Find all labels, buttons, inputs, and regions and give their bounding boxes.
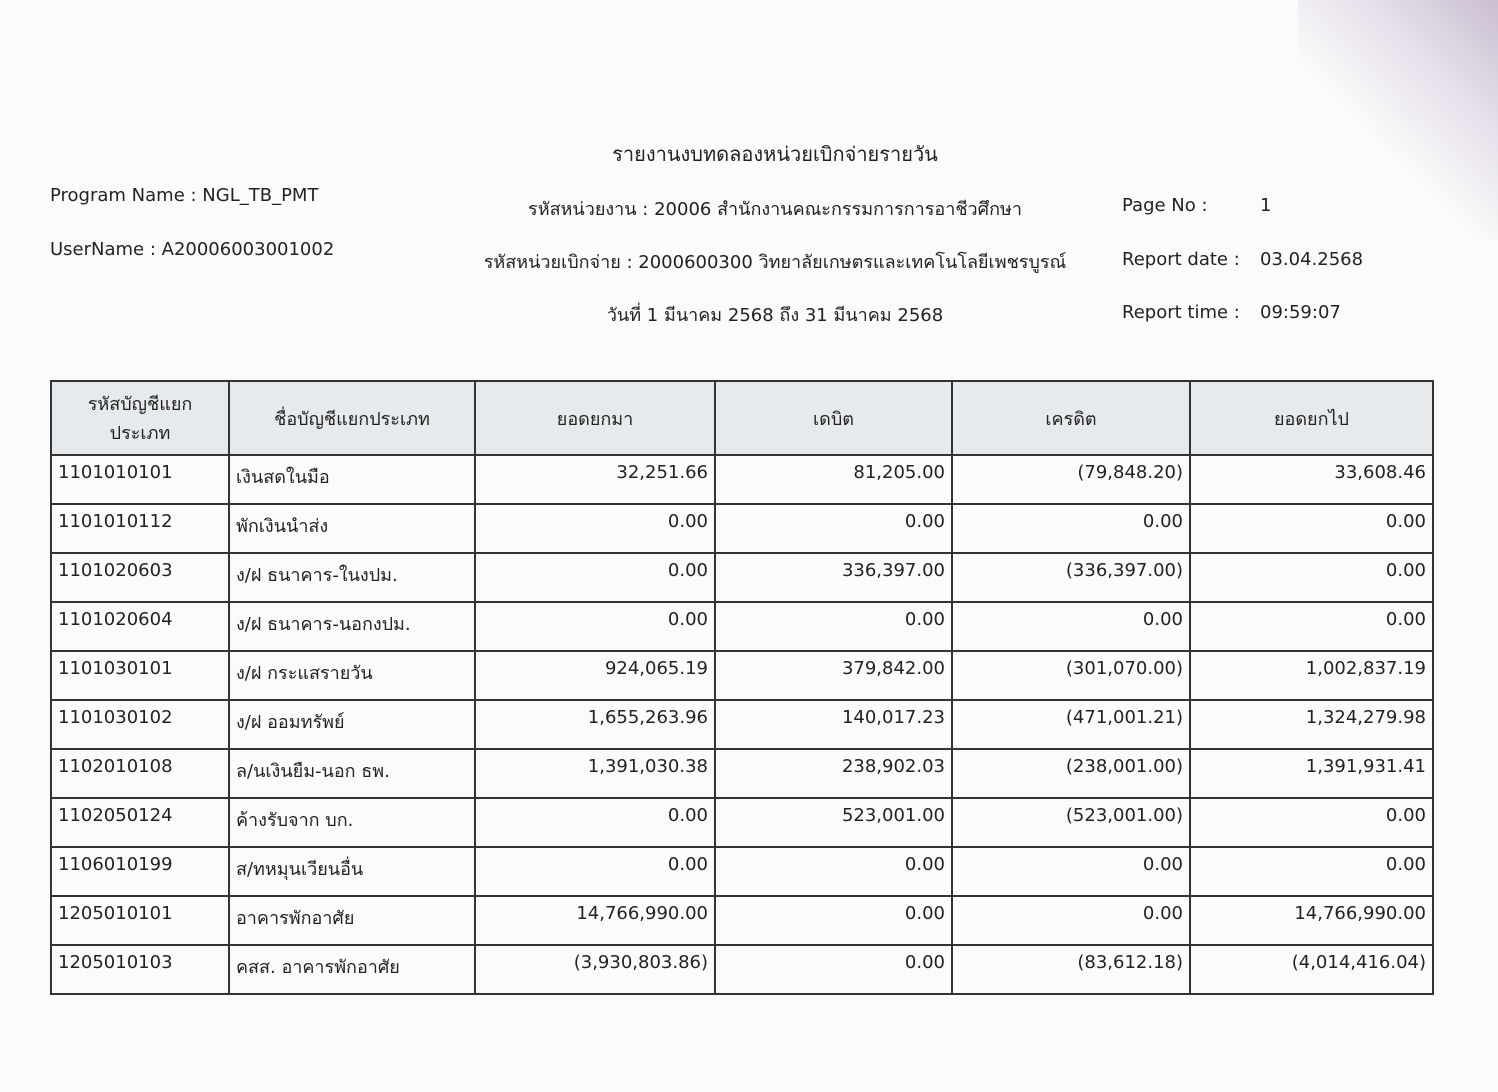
- program-name: Program Name : NGL_TB_PMT: [50, 185, 319, 206]
- cell-ending-balance: 1,324,279.98: [1190, 700, 1433, 749]
- table-row: [51, 651, 1433, 700]
- cell-account-code: 1205010101: [51, 896, 229, 945]
- cell-account-code: 1102010108: [51, 749, 229, 798]
- table-header-row: [51, 381, 1433, 455]
- cell-debit: 0.00: [715, 896, 952, 945]
- cell-credit: (83,612.18): [952, 945, 1190, 994]
- table-row: [51, 798, 1433, 847]
- page-no-value: 1: [1260, 195, 1272, 216]
- cell-account-code: 1101030102: [51, 700, 229, 749]
- cell-beginning-balance: 924,065.19: [475, 651, 715, 700]
- cell-account-code: 1102050124: [51, 798, 229, 847]
- agency-line: รหัสหน่วยงาน : 20006 สำนักงานคณะกรรมการการอาชีวศึกษา: [528, 199, 1022, 220]
- cell-account-name: ง/ฝ ธนาคาร-ในงปม.: [229, 553, 475, 602]
- cell-account-name: ล/นเงินยืม-นอก ธพ.: [229, 749, 475, 798]
- cell-account-code: 1101010101: [51, 455, 229, 504]
- cell-beginning-balance: 0.00: [475, 798, 715, 847]
- cell-ending-balance: 0.00: [1190, 798, 1433, 847]
- cell-beginning-balance: 14,766,990.00: [475, 896, 715, 945]
- cell-debit: 238,902.03: [715, 749, 952, 798]
- cell-account-name: ส/ทหมุนเวียนอื่น: [229, 847, 475, 896]
- cell-debit: 523,001.00: [715, 798, 952, 847]
- cell-account-name: อาคารพักอาศัย: [229, 896, 475, 945]
- cell-credit: (301,070.00): [952, 651, 1190, 700]
- cell-credit: 0.00: [952, 896, 1190, 945]
- cell-account-code: 1101020603: [51, 553, 229, 602]
- col-header-beginning-balance: ยอดยกมา: [475, 381, 715, 455]
- cell-debit: 0.00: [715, 602, 952, 651]
- user-name: UserName : A20006003001002: [50, 239, 335, 260]
- cell-ending-balance: 1,002,837.19: [1190, 651, 1433, 700]
- cell-account-name: ค้างรับจาก บก.: [229, 798, 475, 847]
- cell-account-code: 1101020604: [51, 602, 229, 651]
- cell-beginning-balance: 0.00: [475, 602, 715, 651]
- cell-debit: 336,397.00: [715, 553, 952, 602]
- col-header-ending-balance: ยอดยกไป: [1190, 381, 1433, 455]
- cell-ending-balance: 14,766,990.00: [1190, 896, 1433, 945]
- cell-ending-balance: 0.00: [1190, 504, 1433, 553]
- table-row: [51, 700, 1433, 749]
- cell-credit: (79,848.20): [952, 455, 1190, 504]
- cell-account-name: ง/ฝ ธนาคาร-นอกงปม.: [229, 602, 475, 651]
- cell-ending-balance: 33,608.46: [1190, 455, 1433, 504]
- cell-account-name: เงินสดในมือ: [229, 455, 475, 504]
- col-header-account-code: รหัสบัญชีแยกประเภท: [51, 381, 229, 455]
- cell-credit: (523,001.00): [952, 798, 1190, 847]
- table-row: [51, 455, 1433, 504]
- col-header-debit: เดบิต: [715, 381, 952, 455]
- table-row: [51, 896, 1433, 945]
- cell-account-name: ง/ฝ กระแสรายวัน: [229, 651, 475, 700]
- cell-ending-balance: 0.00: [1190, 602, 1433, 651]
- cell-ending-balance: 0.00: [1190, 847, 1433, 896]
- table-row: [51, 504, 1433, 553]
- cell-debit: 0.00: [715, 847, 952, 896]
- table-row: [51, 847, 1433, 896]
- cell-debit: 140,017.23: [715, 700, 952, 749]
- cell-account-code: 1101030101: [51, 651, 229, 700]
- cell-credit: 0.00: [952, 847, 1190, 896]
- table-row: [51, 602, 1433, 651]
- cell-ending-balance: 0.00: [1190, 553, 1433, 602]
- col-header-account-name: ชื่อบัญชีแยกประเภท: [229, 381, 475, 455]
- period-line: วันที่ 1 มีนาคม 2568 ถึง 31 มีนาคม 2568: [606, 305, 944, 326]
- cell-credit: 0.00: [952, 504, 1190, 553]
- cell-account-code: 1205010103: [51, 945, 229, 994]
- cell-beginning-balance: 32,251.66: [475, 455, 715, 504]
- cell-beginning-balance: 0.00: [475, 553, 715, 602]
- cell-debit: 0.00: [715, 504, 952, 553]
- disbursement-unit-line: รหัสหน่วยเบิกจ่าย : 2000600300 วิทยาลัยเกษตรและเทคโนโลยีเพชรบูรณ์: [483, 252, 1067, 273]
- col-header-credit: เครดิต: [952, 381, 1190, 455]
- cell-credit: 0.00: [952, 602, 1190, 651]
- cell-ending-balance: (4,014,416.04): [1190, 945, 1433, 994]
- trial-balance-table: [50, 380, 1434, 995]
- report-date-value: 03.04.2568: [1260, 249, 1364, 270]
- cell-account-code: 1101010112: [51, 504, 229, 553]
- cell-credit: (336,397.00): [952, 553, 1190, 602]
- report-date-label: Report date :: [1122, 249, 1240, 270]
- cell-debit: 81,205.00: [715, 455, 952, 504]
- cell-debit: 379,842.00: [715, 651, 952, 700]
- cell-beginning-balance: 1,391,030.38: [475, 749, 715, 798]
- cell-account-code: 1106010199: [51, 847, 229, 896]
- table-row: [51, 945, 1433, 994]
- cell-account-name: ง/ฝ ออมทรัพย์: [229, 700, 475, 749]
- report-time-label: Report time :: [1122, 302, 1240, 323]
- cell-beginning-balance: 0.00: [475, 504, 715, 553]
- cell-beginning-balance: 1,655,263.96: [475, 700, 715, 749]
- table-row: [51, 749, 1433, 798]
- page-no-label: Page No :: [1122, 195, 1208, 216]
- cell-beginning-balance: (3,930,803.86): [475, 945, 715, 994]
- report-time-value: 09:59:07: [1260, 302, 1341, 323]
- cell-ending-balance: 1,391,931.41: [1190, 749, 1433, 798]
- cell-account-name: คสส. อาคารพักอาศัย: [229, 945, 475, 994]
- cell-beginning-balance: 0.00: [475, 847, 715, 896]
- cell-credit: (238,001.00): [952, 749, 1190, 798]
- cell-account-name: พักเงินนำส่ง: [229, 504, 475, 553]
- table-row: [51, 553, 1433, 602]
- cell-credit: (471,001.21): [952, 700, 1190, 749]
- cell-debit: 0.00: [715, 945, 952, 994]
- report-title: รายงานงบทดลองหน่วยเบิกจ่ายรายวัน: [612, 142, 938, 166]
